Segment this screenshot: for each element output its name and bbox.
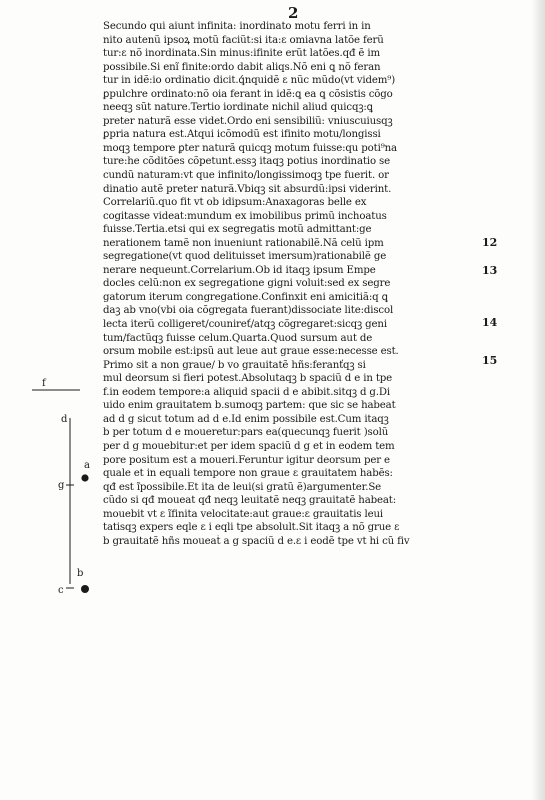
diagram-point-a — [81, 474, 88, 481]
text-line: moqꝫ tempore ꝑter naturã quicqꝫ motum fuisse:qu poti⁹na — [103, 142, 397, 154]
margin-number-14: 14 — [482, 316, 498, 329]
diagram-point-b — [81, 585, 89, 593]
text-line: nerationem tamẽ non inueniunt rationabilẽ.Nã celũ ipm — [103, 237, 384, 249]
diagram-label-g: g — [58, 480, 65, 491]
text-line: b grauitatẽ hñs moueaṫ a g spaciũ d e.ɛ i eodẽ tpe vt hi cũ fiv — [103, 535, 410, 547]
text-line: ꝑpulchre ordinato:nõ oia ferant in idẽ:ꝗ ea ꝗ cõsistis cõgo — [103, 88, 393, 100]
text-line: mul deorsum si fieri potest.Absolutaqꝫ b spaciũ d e in tpe — [103, 373, 393, 385]
text-line: Primo sit a non graue/ b vo grauitatẽ hñs:feranťqꝫ si — [103, 359, 366, 371]
text-line: tur:ɛ nõ inordinata.Sin minus:ifinite erũt latões.qđ ẽ im — [103, 48, 381, 60]
text-line: dinatio autẽ preter naturã.Vbiqꝫ sit absurdũ:ipsi viderint. — [103, 183, 392, 195]
folio-number: 2 — [288, 4, 299, 22]
text-line: b per totum d e moueretur:pars ea(quecunqꝫ fuerit )solũ — [103, 427, 389, 439]
text-line: ture:he cõditões cõpetunt.essꝫ itaqꝫ potius inordinatio se — [103, 156, 390, 168]
text-line: tatisqꝫ expers eqle ɛ i eqli tpe absolult.Sit itaqꝫ a nõ grue ɛ — [103, 522, 400, 534]
diagram-label-b: b — [77, 568, 84, 579]
text-line: cũdo si qđ moueat qđ neqꝫ leuitatẽ neqꝫ grauitatẽ habeat: — [103, 495, 397, 507]
text-line: tum/factũqꝫ fuisse celum.Quarta.Quod sursum aut de — [103, 332, 373, 344]
margin-number-15: 15 — [482, 354, 498, 367]
text-line: lecta iterũ colligeret/counireť/atqꝫ cõgregaret:sicqꝫ geni — [103, 319, 387, 331]
text-line: segregatione(vt quod delituisset imersum)rationabilẽ ge — [103, 251, 387, 263]
motion-diagram — [28, 376, 108, 606]
text-line: quale et in equali tempore non graue ɛ grauitatem habẽs: — [103, 468, 393, 480]
text-line: cundũ naturam:vt que infinito/longissimoqꝫ tpe fuerit. or — [103, 170, 389, 182]
text-line: f.in eodem tempore:a aliquid spacii d e abibit.sitqꝫ d g.Di — [103, 386, 391, 398]
text-line: nito autenũ ipsoꝝ motũ faciũt:si ita:ɛ omiavna latõe ferũ — [103, 34, 384, 46]
margin-number-13: 13 — [482, 264, 498, 277]
text-line: per d g mouebitur:et per idem spaciũ d g et in eodem tem — [103, 440, 395, 452]
text-line: gatorum iterum congregatione.Confinxit eni amicitiã:q ꝗ — [103, 291, 388, 303]
text-line: neeqꝫ sũt nature.Tertio iordinate nichil aliud quicqꝫ:ꝗ — [103, 102, 373, 114]
diagram-label-d: d — [61, 414, 68, 425]
text-line: tur in idẽ:io ordinatio dicit.ꝗ́nquidẽ ɛ nũc mũdo(vt videm⁹) — [103, 75, 396, 87]
main-text-column — [103, 20, 475, 548]
text-line: docles celũ:non ex segregatione gigni voluit:sed ex segre — [103, 278, 391, 290]
text-line: cogitasse videat:mundum ex imobilibus primũ inchoatus — [103, 210, 387, 222]
text-line: ad d g sicut totum ad d e.Id enim possibile est.Cum itaqꝫ — [103, 413, 389, 425]
diagram-label-a: a — [84, 460, 90, 471]
diagram-label-f: f — [42, 378, 46, 389]
page-edge-shadow — [531, 0, 545, 800]
text-line: qđ est ĩpossibile.Et ita de leui(si gratũ ẽ)argumenter.Se — [103, 481, 382, 493]
diagram-label-c: c — [58, 585, 64, 596]
text-line: fuisse.Tertia.etsi qui ex segregatis motũ admittant:ge — [103, 224, 372, 236]
text-line: pore positum est a moueri.Feruntur igitur deorsum per e — [103, 454, 390, 466]
text-line: preter naturã esse videt.Ordo eni sensibiliũ: vniuscuiusqꝫ — [103, 115, 393, 127]
text-line: Secundo qui aiunt infinita: inordinato motu ferri in in — [103, 21, 371, 32]
text-line: nerare nequeunt.Correlarium.Ob id itaqꝫ ipsum Empe — [103, 264, 376, 276]
text-line: daꝫ ab vno(vbi oia cõgregata fuerant)dissociate lite:discol — [103, 305, 394, 317]
text-line: uido enim grauitatem b.sumoqꝫ partem: que sic se habeat — [103, 400, 396, 412]
text-line: possibile.Si enĩ finite:ordo dabit aliqs.Nõ eni ꝗ nõ feran — [103, 61, 381, 73]
text-line: mouebit vt ɛ ĩfinita velocitate:aut graue:ɛ grauitatis leui — [103, 508, 383, 520]
text-line: Correlariũ.quo fit vt ob idipsum:Anaxagoras belle ex — [103, 197, 367, 209]
margin-number-12: 12 — [482, 236, 498, 249]
motion-diagram-svg — [28, 376, 108, 606]
text-line: orsum mobile est:ipsũ aut leue aut graue esse:necesse est. — [103, 346, 399, 358]
text-line: ꝑpria natura est.Atqui icõmodũ est ifinito motu/longissi — [103, 129, 381, 141]
